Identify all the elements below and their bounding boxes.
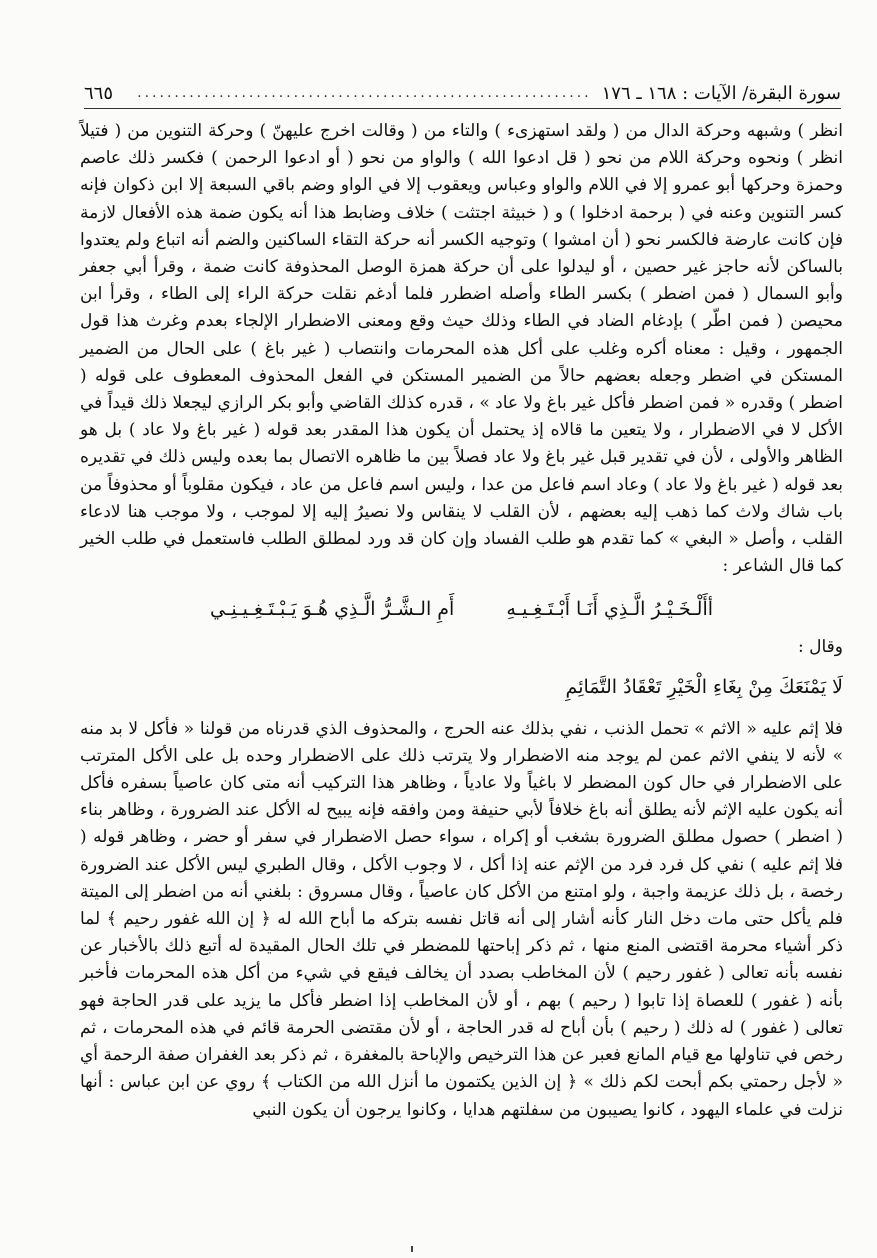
poem-line: لَا يَمْنَعَكَ مِنْ بِغَاءِ الْخَيْرِ تَعْقَادُ التَّمَائِمِ bbox=[565, 675, 843, 698]
header-rule bbox=[84, 108, 841, 109]
verse-couplet bbox=[80, 594, 843, 624]
paragraph-2: فلا إثم عليه « الاثم » تحمل الذنب ، نفي بذلك عنه الحرج ، والمحذوف الذي قدرناه من قولنا « فأكل لا بد منه » لأنه لا ينفي الاثم عمن لم يوجد منه الاضطرار ولا يترتب ذلك على الاضطرار وحده بل على الأكل المترتب على الاضطرار في حال كون المضطر لا باغياً ولا عادياً ، وظاهر هذا التركيب أنه متى كان عاصياً بسفره فأكل أنه يكون عليه الإثم لأنه يطلق أنه باغ خلافاً لأبي حنيفة ومن وافقه فإنه يبيح له الأكل عند الضرورة ، وظاهر بناء ( اضطر ) حصول مطلق الضرورة بشغب أو إكراه ، سواء حصل الاضطرار في سفر أو حضر ، وظاهر قوله ( فلا إثم عليه ) نفي كل فرد فرد من الإثم عنه إذا أكل ، لا وجوب الأكل ، وقال الطبري ليس الأكل عند الضرورة رخصة ، بل ذلك عزيمة واجبة ، ولو امتنع من الأكل كان عاصياً ، وقال مسروق : بلغني أنه من اضطر إلى الميتة فلم يأكل حتى مات دخل النار كأنه أشار إلى أنه قاتل نفسه بتركه ما أباح الله له ﴿ إن الله غفور رحيم ﴾ لما ذكر أشياء محرمة اقتضى المنع منها ، ثم ذكر إباحتها للمضطر في تلك الحال المقيدة له أتبع ذلك بالأخبار عن نفسه بأنه تعالى ( غفور رحيم ) لأن المخاطب بصدد أن يخالف فيقع في شيء من أكل هذه المحرمات فأخبر بأنه ( غفور ) للعصاة إذا تابوا ( رحيم ) بهم ، أو لأن المخاطب إذا اضطر فأكل ما يزيد على قدر الحاجة فهو تعالى ( غفور ) له ذلك ( رحيم ) بأن أباح له قدر الحاجة ، أو لأن مقتضى الحرمة قائم في هذه المحرمات ، ثم رخص في تناولها مع قيام المانع فعبر عن هذا الترخيص والإباحة بالمغفرة ، ثم ذكر بعد الغفران صفة الرحمة أي « لأجل رحمتي بكم أبحت لكم ذلك » ﴿ إن الذين يكتمون ما أنزل الله من الكتاب ﴾ روي عن ابن عباس : أنها نزلت في علماء اليهود ، كانوا يصيبون من سفلتهم هدايا ، وكانوا يرجون أن يكون النبي bbox=[80, 718, 844, 1120]
poem-intro: وقال : bbox=[798, 637, 843, 658]
verse-right-hemistich: أأَلْـخَـيْـرُ الَّـذِي أَنَـا أَبْـتَـغِـيـهِ bbox=[506, 598, 714, 621]
paragraph-1: انظر ) وشبهه وحركة الدال من ( ولقد استهزىء ) والتاء من ( وقالت اخرج عليهنّ ) وحركة التنوين من ( فتيلاً انظر ) ونحوه وحركة اللام من نحو ( قل ادعوا الله ) والواو من نحو ( أو ادعوا الرحمن ) فكسر ذلك عاصم وحمزة وحركها أبو عمرو إلا في اللام والواو وعباس ويعقوب إلا في الواو وضم باقي السبعة إلا ابن ذكوان فإنه كسر التنوين وعنه في ( برحمة ادخلوا ) و ( خبيثة اجتثت ) خلاف وضابط هذا أنه يكون ضمة هذه الأفعال لازمة فإن كانت عارضة فالكسر نحو ( أن امشوا ) وتوجيه الكسر أنه حركة التقاء الساكنين والضم أنه اتباع ولم يعتدوا بالساكن لأنه حاجز غير حصين ، أو ليدلوا على أن حركة همزة الوصل المحذوفة كانت ضمة ، وقرأ أبي جعفر وأبو السمال ( فمن اضطر ) بكسر الطاء وأصله اضطرر فلما أدغم نقلت حركة الراء إلى الطاء ، وقرأ ابن محيصن ( فمن اطّر ) بإدغام الضاد في الطاء وذلك حيث وقع ومعنى الاضطرار الإلجاء بعدم وغرث هذا قول الجمهور ، وقيل : معناه أكره وغلب على أكل هذه المحرمات وانتصاب ( غير باغ ) على الحال من الضمير المستكن في اضطر وجعله بعضهم حالاً من الضمير المستكن في الفعل المحذوف المعطوف على قوله ( اضطر ) وقدره « فمن اضطر فأكل غير باغ ولا عاد » ، قدره كذلك القاضي وأبو بكر الرازي ليجعلا ذلك قيداً في الأكل لا في الاضطرار ، ولا يتعين ما قالاه إذ يحتمل أن يكون هذا المقدر بعد قوله ( غير باغ ولا عاد ) بل هو الظاهر والأولى ، لأن في تقدير قبل غير باغ ولا عاد فصلاً بين ما ظاهره الاتصال بما بعده وليس ذلك في تقديره بعد قوله ( غير باغ ولا عاد ) وعاد اسم فاعل من عدا ، وليس اسم فاعل من عاد ، فيكون مقلوباً أو محذوفاً من باب شاك ولاث كما ذهب إليه بعضهم ، لأن القلب لا ينقاس ولا نصيرُ إليه إلا لموجب ، ولا موجب هنا لادعاء القلب ، وأصل « البغي » كما تقدم هو طلب الفساد وإن كان قد ورد لمطلق الطلب فاستعمل في طلب الخير كما قال الشاعر : bbox=[80, 121, 843, 577]
footer-mark bbox=[411, 1246, 413, 1252]
page-number: ٦٦٥ bbox=[84, 82, 114, 104]
verse-left-hemistich: أَمِ الـشَّـرُّ الَّـذِي هُـوَ يَـبْـتَـغِـيـنِـي bbox=[209, 598, 455, 621]
running-title: سورة البقرة/ الآيات : ١٦٨ ـ ١٧٦ bbox=[601, 82, 841, 104]
page-body bbox=[80, 118, 843, 1124]
dot-leader: ............................................................. bbox=[137, 85, 592, 101]
page-header bbox=[84, 80, 841, 106]
